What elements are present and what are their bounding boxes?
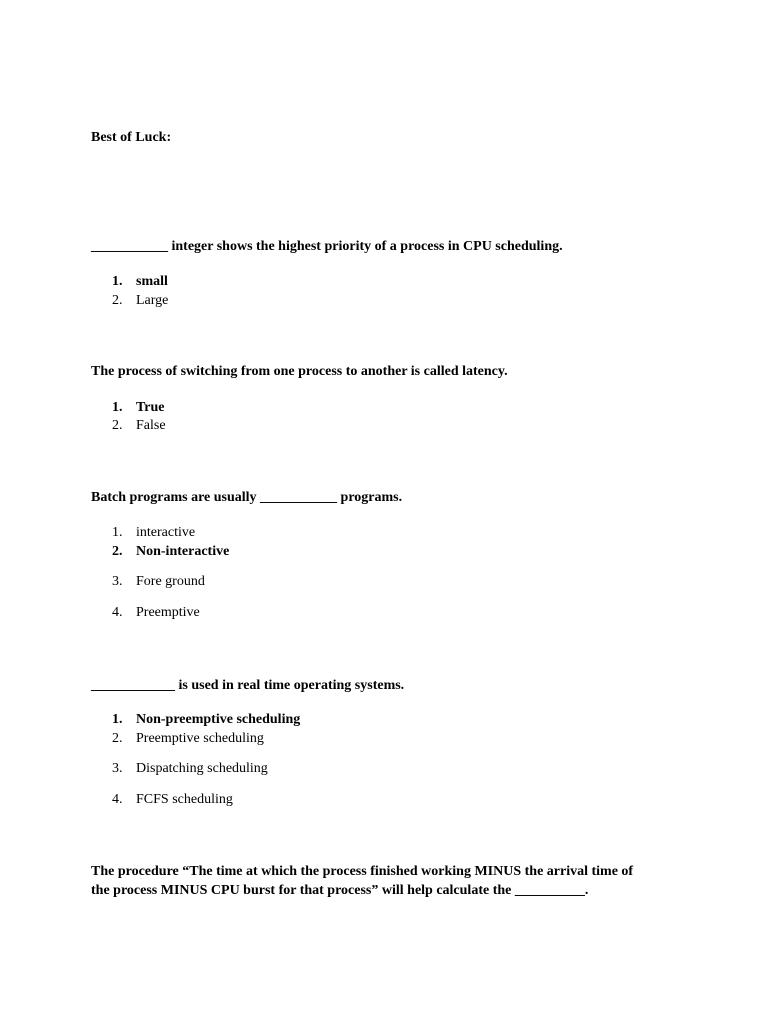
question-4-option-3 (112, 761, 268, 777)
question-3-option-4 (112, 605, 200, 621)
question-1-option-2 (112, 293, 168, 309)
option-number: 1. (112, 712, 123, 727)
question-2-option-2 (112, 418, 166, 434)
option-label: Fore ground (136, 574, 205, 589)
option-label: False (136, 418, 166, 433)
question-5-text-line-1: The procedure “The time at which the process finished working MINUS the arrival time of (91, 864, 634, 879)
option-label: True (136, 400, 165, 415)
option-number: 2. (112, 293, 123, 308)
option-number: 3. (112, 574, 123, 589)
question-4-option-2 (112, 731, 264, 747)
question-2-option-1 (112, 400, 165, 416)
option-number: 4. (112, 792, 123, 807)
question-4-option-4 (112, 792, 233, 808)
question-2-text: The process of switching from one process to another is called latency. (91, 364, 508, 379)
option-number: 1. (112, 400, 123, 415)
option-label: interactive (136, 525, 196, 540)
option-number: 1. (112, 274, 123, 289)
option-label: Preemptive scheduling (136, 731, 264, 746)
option-number: 3. (112, 761, 123, 776)
option-label: Dispatching scheduling (136, 761, 268, 776)
question-3-option-2 (112, 544, 229, 560)
header-text: Best of Luck: (91, 130, 172, 145)
question-5-text-line-2: the process MINUS CPU burst for that process” will help calculate the __________. (91, 883, 589, 898)
option-number: 2. (112, 544, 123, 559)
option-label: small (136, 274, 168, 289)
option-label: Non-interactive (136, 544, 230, 559)
question-3-option-3 (112, 574, 205, 590)
question-1-option-1 (112, 274, 168, 290)
option-label: Large (136, 293, 169, 308)
option-number: 1. (112, 525, 123, 540)
question-4-option-1 (112, 712, 300, 728)
option-number: 2. (112, 418, 123, 433)
option-label: Non-preemptive scheduling (136, 712, 301, 727)
option-number: 4. (112, 605, 123, 620)
option-number: 2. (112, 731, 123, 746)
question-1-text: ___________ integer shows the highest priority of a process in CPU scheduling. (91, 239, 563, 254)
option-label: Preemptive (136, 605, 200, 620)
question-3-option-1 (112, 525, 195, 541)
question-4-text: ____________ is used in real time operating systems. (91, 678, 405, 693)
option-label: FCFS scheduling (136, 792, 233, 807)
question-3-text: Batch programs are usually ___________ programs. (91, 490, 403, 505)
